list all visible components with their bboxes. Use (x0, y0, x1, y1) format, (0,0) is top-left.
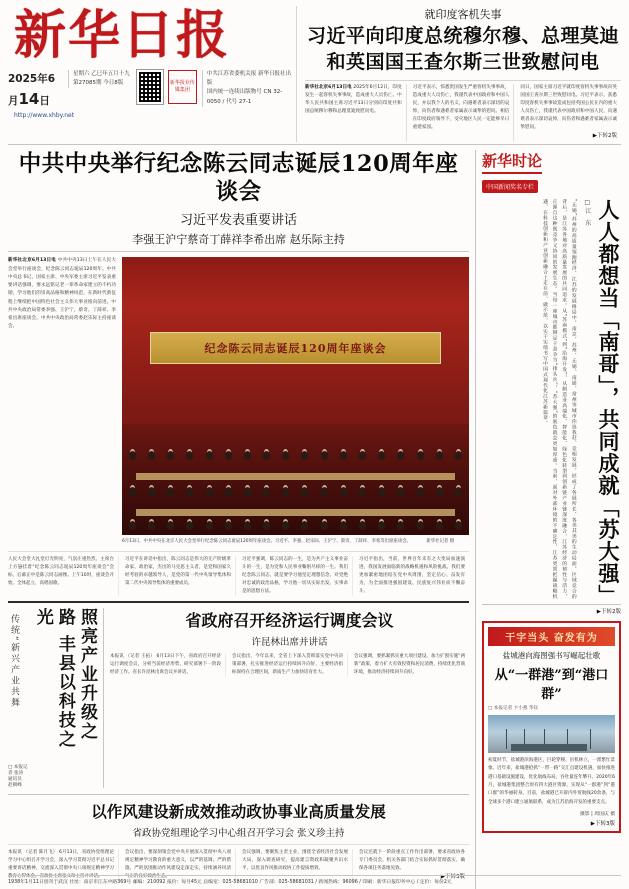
bottom-story (8, 794, 469, 883)
feature-vertical-header (8, 608, 104, 788)
cn-number: 国内统一连续出版物号 CN 32-0050 / 代号 27-1 (206, 89, 283, 105)
commentary-more-link[interactable]: ▶下转2版 (596, 609, 621, 616)
feature-byline: □ 本报记者 张涛 通讯员 赵朝峰 (8, 764, 28, 788)
feature-vertical-sub: 传统“新兴产业共舞 (9, 613, 19, 709)
main-subhead-2: 李强王沪宁蔡奇丁薛祥李希出席 赵乐际主持 (132, 233, 345, 247)
date-year-month: 2025年6月 (8, 72, 56, 107)
column-badge-award: 中国新闻奖名专栏 (482, 180, 538, 193)
masthead (8, 6, 621, 145)
bottom-story-title: 以作风建设新成效推动政协事业高质量发展 (91, 801, 386, 821)
top-story (296, 6, 621, 142)
masthead-meta-left (68, 70, 132, 89)
main-story-dateline: 新华社北京6月13日电 (8, 258, 57, 264)
bottom-story-more-link[interactable]: ▶下转3版 (440, 873, 465, 880)
main-body-col-2: 习近平在讲话中指出，陈云同志是伟大的无产阶级革命家、政治家，杰出的马克思主义者，是党和国家久经考验的卓越领导人，是党的第一代中央领导集体和第二代中央领导集体的重要成员。 (125, 556, 236, 596)
mid-col-2: 会议指出，今年以来，全省上下深入贯彻落实党中央决策部署，扎实推进经济运行持续回升向好，主要经济指标保持在合理区间，新质生产力加快培育壮大。 (232, 653, 348, 677)
column-badge-title: 新华时论 (482, 150, 542, 174)
main-headline: 中共中央举行纪念陈云同志诞辰120周年座谈会 (18, 151, 459, 206)
publisher-line: 中共江苏省委机关报 新华日报社出版 (206, 70, 292, 87)
feature-vertical-title: 照亮产业升级之路 丰县以科技之光 (32, 607, 97, 749)
photo-table-row-1 (136, 473, 455, 480)
mid-story-columns (110, 653, 469, 677)
photo-stage (122, 424, 469, 535)
page-footer (8, 875, 621, 885)
masthead-details (8, 70, 296, 110)
date-day-suffix: 日 (39, 94, 50, 107)
masthead-logo-block (8, 6, 296, 119)
issue-number: 第27085期 今日8版 (73, 80, 124, 87)
date-day: 14 (18, 89, 40, 108)
promo-photo-credit: 摄影 | 周国庆 摄 (580, 811, 615, 817)
main-story-photo-block (122, 257, 469, 545)
qr-code-icon[interactable] (137, 70, 163, 104)
website-url[interactable]: http://www.xhby.net (14, 112, 75, 120)
top-story-col-2: 习近平表示，惊悉贵国发生严重客机失事事故，造成重大人员伤亡，我谨代表中国政府和中国人民，并以我个人的名义，向遇难者表示深切的哀悼，向伤者和遇难者家属表示诚挚的慰问。相信在印度政府领导下，受灾地区人民一定能够早日重建家园。 (413, 84, 515, 142)
footer-text: 1938年1月11日创刊于武汉 社址：南京市江东中路369号 邮编：210092 报价：每月45元 总编室：025-58681010 广告部：025-58681031 / 新闻热线：96096 / 印刷：新华日报印务中心 / 定价：每份2元 (8, 880, 452, 885)
promo-ribbon-text: 干字当头 奋发有为 (488, 627, 615, 646)
main-story-side-text (8, 257, 116, 545)
bottom-story-sub: 省政协党组理论学习中心组召开学习会 张义珍主持 (132, 827, 345, 839)
mid-col-3: 会议强调，要抓紧抓实重大项目建设，加力扩围实施“两新”政策，着力扩大有效投资和居民消费，持续优化营商环境，推动经济持续回升向好。 (354, 653, 465, 675)
main-story-top (8, 257, 469, 545)
mid-story-sub: 许昆林出席并讲话 (251, 636, 328, 648)
top-story-col-1 (305, 84, 407, 142)
promo-subtitle: 盐城港向海图强书写崛起壮歌 (502, 651, 601, 661)
mid-col-1: 本报讯 （记者 王拓） 6月13日下午，省政府召开经济运行调度会议，分析当前经济形势，研究部署下一阶段经济工作。省长许昆林出席会议并讲话。 (110, 653, 226, 677)
bottom-col-2: 会议指出，要深刻领会党中央开展深入贯彻中央八项规定精神学习教育的重大意义，以严的基调、严的措施、严的氛围推动作风建设走深走实，持续涵养风清气正的良好政治生态。 (125, 849, 236, 883)
mid-story-title: 省政府召开经济运行调度会议 (185, 610, 394, 630)
mid-section (8, 601, 469, 788)
bottom-col-3: 会议强调，要聚焦主责主业，围绕全省经济社会发展大局，深入调查研究，提高建言资政和凝聚共识水平，以优良作风推动政协工作提质增效。 (242, 849, 353, 883)
bottom-col-4-text: 会议还就下一阶段重点工作作出部署，要求省政协各专门委员会、机关各部门结合实际抓好贯彻落实，确保各项任务落地见效。 (359, 849, 465, 871)
masthead-meta-right (202, 70, 296, 107)
top-story-title-line2: 和英国国王查尔斯三世致慰问电 (326, 50, 600, 73)
commentary-body: “无锡”苏州的高质量领跑经济、江苏的发展格局中，南京、苏州、无锡、南通、常州等城市你追我赶、竞相发展，形成了各展所长、各美其美的生动局面。区域竞合的背后，是江苏各地对高质量发展的共同追求。从“苏南模式”到“沿海开发”，从制造业高端化、智能化、绿色化转型到创新链产业链深度融合，江苏经济的韧性与活力，正源自这种既竞争又协同的发展生态。当每一座城市都铆足干劲争当“排头兵”，“苏大强”的底色就会更加厚重。当前，面对外部环境的不确定性，江苏更需把握战略机遇，在科技创新和产业创新融合上走在前、做示范，以实干实绩书写中国式现代化江苏新篇章。 (541, 199, 576, 600)
promo-more-link[interactable]: ▶下转3版 (590, 820, 615, 827)
commentary-article (482, 199, 621, 605)
photo-people-row-3 (129, 521, 462, 530)
photo-people-row-1 (129, 451, 462, 460)
paper-title: 新华日报 (14, 5, 231, 66)
photo-caption: 6月13日，中共中央在北京人民大会堂举行纪念陈云同志诞辰120周年座谈会。习近平、李强、赵乐际、王沪宁、蔡奇、丁薛祥、李希等出席座谈会。 新华社记者 摄 (122, 539, 455, 545)
promo-body-text: 初夏时节，盐城港滨海港区，巨轮穿梭、吊机林立，一派繁忙景象。近年来，盐城港抢抓“一带一路”交汇点建设机遇，加快推进港口基础设施建设，优化航线布局，吞吐量连年攀升。2020年6月，盐城港集团整合原有四大港区资源，实现从“一群港”到“港口群”的华丽转身。目前，盐城港已开辟内外贸航线20余条，与全球多个港口建立通航联系，成为江苏沿海开发的重要支点。 (488, 758, 615, 805)
commentary-title: 人人都想当「南哥」，共同成就「苏大强」 (596, 199, 621, 607)
main-story-header (8, 150, 469, 252)
commentary-column (475, 150, 621, 889)
top-story-col-3 (520, 84, 621, 142)
page-body (8, 150, 621, 889)
main-subhead-1: 习近平发表重要讲话 (179, 213, 297, 229)
top-story-text-3: 同日，国家主席习近平就印度客机失事事故向英国国王查尔斯三世致慰问电。习近平表示，获悉印度客机失事事故造成包括英国公民在内的重大人员伤亡，我谨代表中国政府和中国人民，向遇难者表示深切哀悼，向伤者和遇难者家属表示诚挚慰问。 (520, 85, 618, 131)
main-story-side-body: 中共中央13日上午在人民大会堂举行座谈会，纪念陈云同志诞辰120周年。中共中央总书记、国家主席、中央军委主席习近平发表重要讲话强调，要永远铭记老一辈革命家建立的不朽功勋，学习他们的崇高品格和精神风范，在新时代新征程上继续把中国特色社会主义伟大事业推向前进。中共中央政治局常委李强、王沪宁、蔡奇、丁薛祥、李希出席座谈会。中共中央政治局常委赵乐际主持座谈会。 (8, 258, 116, 330)
main-story-body-columns (8, 551, 469, 596)
promo-byline: □ 本报记者 卞小燕 华钰 (488, 706, 539, 712)
top-story-dateline: 新华社北京6月13日电 (305, 85, 352, 91)
column-badge (482, 150, 621, 193)
mid-story (110, 608, 469, 788)
main-body-col-1: 人民大会堂大礼堂灯光明亮，气氛庄重热烈。主席台上方悬挂着“纪念陈云同志诞辰120周年座谈会”会标，后幕正中是陈云同志画像。上午10时，座谈会开始。全体起立，高唱国歌。 (8, 556, 119, 596)
port-photo (488, 715, 615, 753)
top-story-kicker: 就印度客机失事 (424, 8, 502, 21)
photo-table-row-2 (136, 509, 455, 516)
top-story-text-1: 2025年6月12日，印度发生一起客机失事事故，造成重大人员伤亡。中华人民共和国主席习近平13日分别向印度共和国总统穆尔穆和总理莫迪致慰问电。 (305, 85, 402, 115)
top-story-more-link[interactable]: ▶下转2版 (592, 133, 618, 140)
commentary-author: □ 江 东 (583, 199, 591, 227)
main-content-zone (8, 150, 469, 889)
top-story-title-line1: 习近平向印度总统穆尔穆、总理莫迪 (306, 25, 619, 47)
promo-box (482, 621, 621, 833)
bottom-col-1: 本报讯 （记者 陈月飞） 6月13日，省政协党组理论学习中心组召开学习会，深入学习贯彻习近平总书记重要讲话精神，交流深入贯彻中央八项规定精神学习教育心得体会。省政协主席张义珍主持并讲话。 (8, 849, 119, 883)
publication-date (8, 70, 63, 110)
photo-people-row-2 (129, 487, 462, 496)
lunar-date: 星期六 乙巳年五月十九 (73, 70, 130, 77)
promo-title: 从“一群港”到“港口群” (494, 668, 609, 703)
conference-photo (122, 257, 469, 535)
main-body-col-3: 习近平强调，陈云同志的一生，是为共产主义事业奋斗的一生，是为党和人民事业鞠躬尽瘁的一生。我们纪念陈云同志，就是要学习他坚定理想信念、对党绝对忠诚的政治品格，学习他一切从实际出发、实事求是的思想方法。 (242, 556, 353, 596)
top-story-columns (305, 80, 621, 142)
main-body-col-4: 习近平指出，当前，世界百年未有之大变局加速演进，我国发展面临新的战略机遇和风险挑战。我们要更加紧密地团结在党中央周围，坚定信心、奋发有为，为全面推进强国建设、民族复兴伟业而不懈奋斗。 (359, 556, 465, 594)
ship-shape (511, 744, 587, 751)
photo-banner-text: 纪念陈云同志诞辰120周年座谈会 (150, 332, 442, 364)
publisher-seal-icon: 新华报业传媒集团 (168, 70, 197, 104)
